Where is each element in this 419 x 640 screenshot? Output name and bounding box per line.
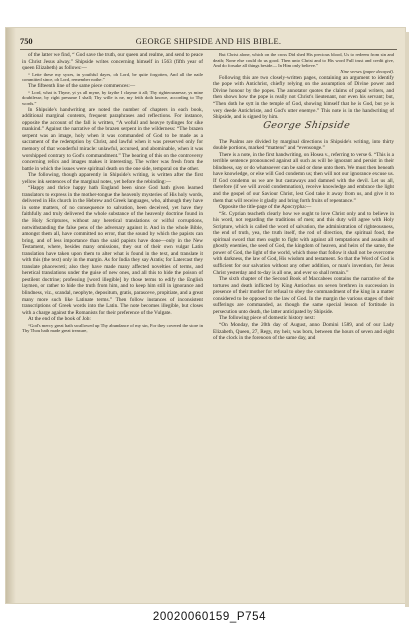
body-paragraph: Opposite the title-page of the Apocrypha:— [219,204,312,211]
body-paragraph: of the latter we find, “ God save the truth, our queen and realme, and send to peace in Christ Jesus alway.” Shipside writes concerning himself in 1563 (fifth year of queen Elizabeth) as follows:— [22,52,203,72]
verse-quote: “God's mercy great hath swallowed up Thy abundance of my sin, For they covered the store in Thy Thou hath made great treasure, [22,322,203,334]
image-caption: 20020060159_P754 [152,611,267,623]
body-paragraph: The sixth chapter of the Second Book of Maccabees contains the narrative of the tortures and death inflicted by King Antiochus on seven brethren in succession in presence of their mother for refusal to obey the commandment of the king in a matter considered to be opposed to the law of God. In the margin the various stages of their sufferings are commanded, as though the same special lesson of fortitude in persecution unto death, the latter anticipated by Shipside. [213,276,394,315]
verse-quote: “ Lord, what is Thyne, yt ys all myne, by faythe I clayme it all; Thy righteousnesse, ys mine doubtlesse, by right presume I shall; Thy wille is ne, my feith doth knowe, according to Thy words.” [22,89,203,106]
column-gutter [209,52,210,600]
body-paragraph: “Happy and thrice happy hath England been since God hath given learned translators to express in the mother-tongue the heavenly mysteries of His holy words, delivered in His church in the Hebrew and Greek languages, who, although they have in some matters, of no consequence to salvation, been deceived, yet have they faithfully and truly delivered the whole substance of the heavenly doctrine found in the Holy Scriptures, without any heretical translations or wilful corruptions, notwithstanding the false pens of the adversary against it. And in the whole Bible, amongst them all, have committed no error, that the sound by which the papists can bring, and of less importance than the said papists have done—only in the New Testament, where, besides many omissions, they out of their own vulgar Latin translation have taken upon them to alter what is found in the text, and translate it with this (the text) only in the margin. As for India they say Aratis; for Latercast they translate phacewreti; also they have made many affected novelties of terms, and heretical translations under the guise of new ones, and all this to hide the poison of pestilent doctrine; professing [word illegible] by those terms to edify the English laymen, or rather to hide the truth from him, and to keep him still in ignorance and blindness, viz., scandal, neophyte, depositum, gratis, parasceve, propitiate, and a great many more such like Latinate terms.” Then follow instances of inconsistent transcriptions of Greek words into the Latin. The note becomes illegible, but closes with a charge against the Romanists for their preference of the Vulgate. [22,185,203,316]
page-gutter [6,28,16,603]
verse-quote: “ Lette these my syxes, in youthful dayes, oh Lord, be quite forgotten, And all the naile committed since, oh Lord, remember nothe.” [22,71,203,83]
book-page [6,28,405,603]
body-paragraph: Following this are two closely-written pages, containing an argument to identify the pope with Antichrist, chiefly relying on the assumption of Divine power and Divine honour by the popes. The annotator quotes the claims of papal writers, and then shows how the pope is really not Christ's lieutenant, nor even his servant; but, “Then doth he sytt in the temple of God, showing himself that he is God, but ye is very deede Antichriste, and God's utter enemye.” This note is in the handwriting of Shipside, and is signed by him. [213,74,394,121]
body-paragraph: In Shipside's handwriting are noted the number of chapters in each book, additional marginal contents, frequent paraphrases and reflections. For instance, opposite the account of the fall is written, “A wofull and heavye tydinges for sike mankind.” Against the narrative of the brazen serpent in the wilderness: “The brazen serpent was an image, holy when it was commanded of God to be made as a sacrament of the redemption by Christ, and lawful when it was preserved only for memory of that wonderful miracle: unlawful, accursed, and abominable, when it was worshipped contrary to God's commandment.” The bearing of this on the controversy concerning relics and images makes it interesting. The writer was fresh from the battle in which the issues were spiritual death on the one side, temporal on the other. [22,106,203,172]
running-title: GEORGE SHIPSIDE AND HIS BIBLE. [135,37,282,46]
left-text-column [22,52,203,600]
body-paragraph: The following piece of domestic history next: [219,315,315,322]
page-header [20,37,397,47]
page-edge [405,32,409,607]
handwritten-signature: George Shipside [262,119,352,131]
body-paragraph: The Psalms are divided by marginal directions in Shipside's writing, into thirty double portions, marked “mattens” and “evensonge.” [213,138,394,152]
header-rule [20,49,397,50]
body-paragraph: “St. Cyprian teacheth clearly how we ought to love Christ only and to believe in his word, not regarding the traditions of men; and this duty will agree with Holy Scripture, which is called the word of salvation, the administration of righteousness, the end of truth, yea, the truth itself, the rod of direction, the spiritual food, the spiritual sword that men ought to fight with against all temptations and assaults of ghostly enemies, the seed of God, the kingdom of heaven, and heirs of the same, the power of God, the light of the world, which those that follow it shall not be overcome with darkness, the law of God, His wisdom and testament. So that the Word of God is sufficient for our salvation without any other addition, or man's invention, for Jesus Christ yesterday and to-day is all one, and ever so shall remain.” [213,210,394,276]
body-paragraph: At the end of the book of Job: [28,316,91,323]
body-paragraph: The fifteenth line of the same piece commences:— [28,83,136,90]
verse-attribution: Nine verses (paper decayed). [340,69,394,75]
body-paragraph: There is a note, in the first handwriting, on Hosea v., referring to verse 6. “This is a terrible sentence pronounced against all such as will be ignorant and persist in their blindness, say or do whatsoever can be said or done unto them. We must then beneath have knowledge, or else will God condemn us; then will not our ignorance excuse us. If God condemn us we are but castaways and damned with the devil. Let us all, therefore (if we will avoid condemnation), receive knowledge and embrace the light and the gospel of our Saviour Christ, lest God take it away from us, and give it to them that will receive it gladly and bring forth fruits of repentance.” [213,151,394,204]
right-text-column [213,52,394,600]
page-number: 750 [20,37,33,46]
body-paragraph: “On Monday, the 20th day of August, anno Domini 1589, and of our Lady Elizabeth, Queen, 27, Regy, my heir, was born, between the hours of seven and eight of the clock in the forenoon of the same day, and [213,321,394,342]
signature-block [213,121,394,139]
verse-quote: But Christ alone, which on the cross Did shed His precious blood, Us to redeem from sin and death; None else could do us good. Then unto Christ and to His word Full trust and credit give, And do forsake all things beside— In Him only believe.” [213,52,394,69]
body-paragraph: The following, though apparently in Shipside's writing, is written after the first yellow ink sentences of the marginal notes, yet before the rebinding:— [22,172,203,185]
